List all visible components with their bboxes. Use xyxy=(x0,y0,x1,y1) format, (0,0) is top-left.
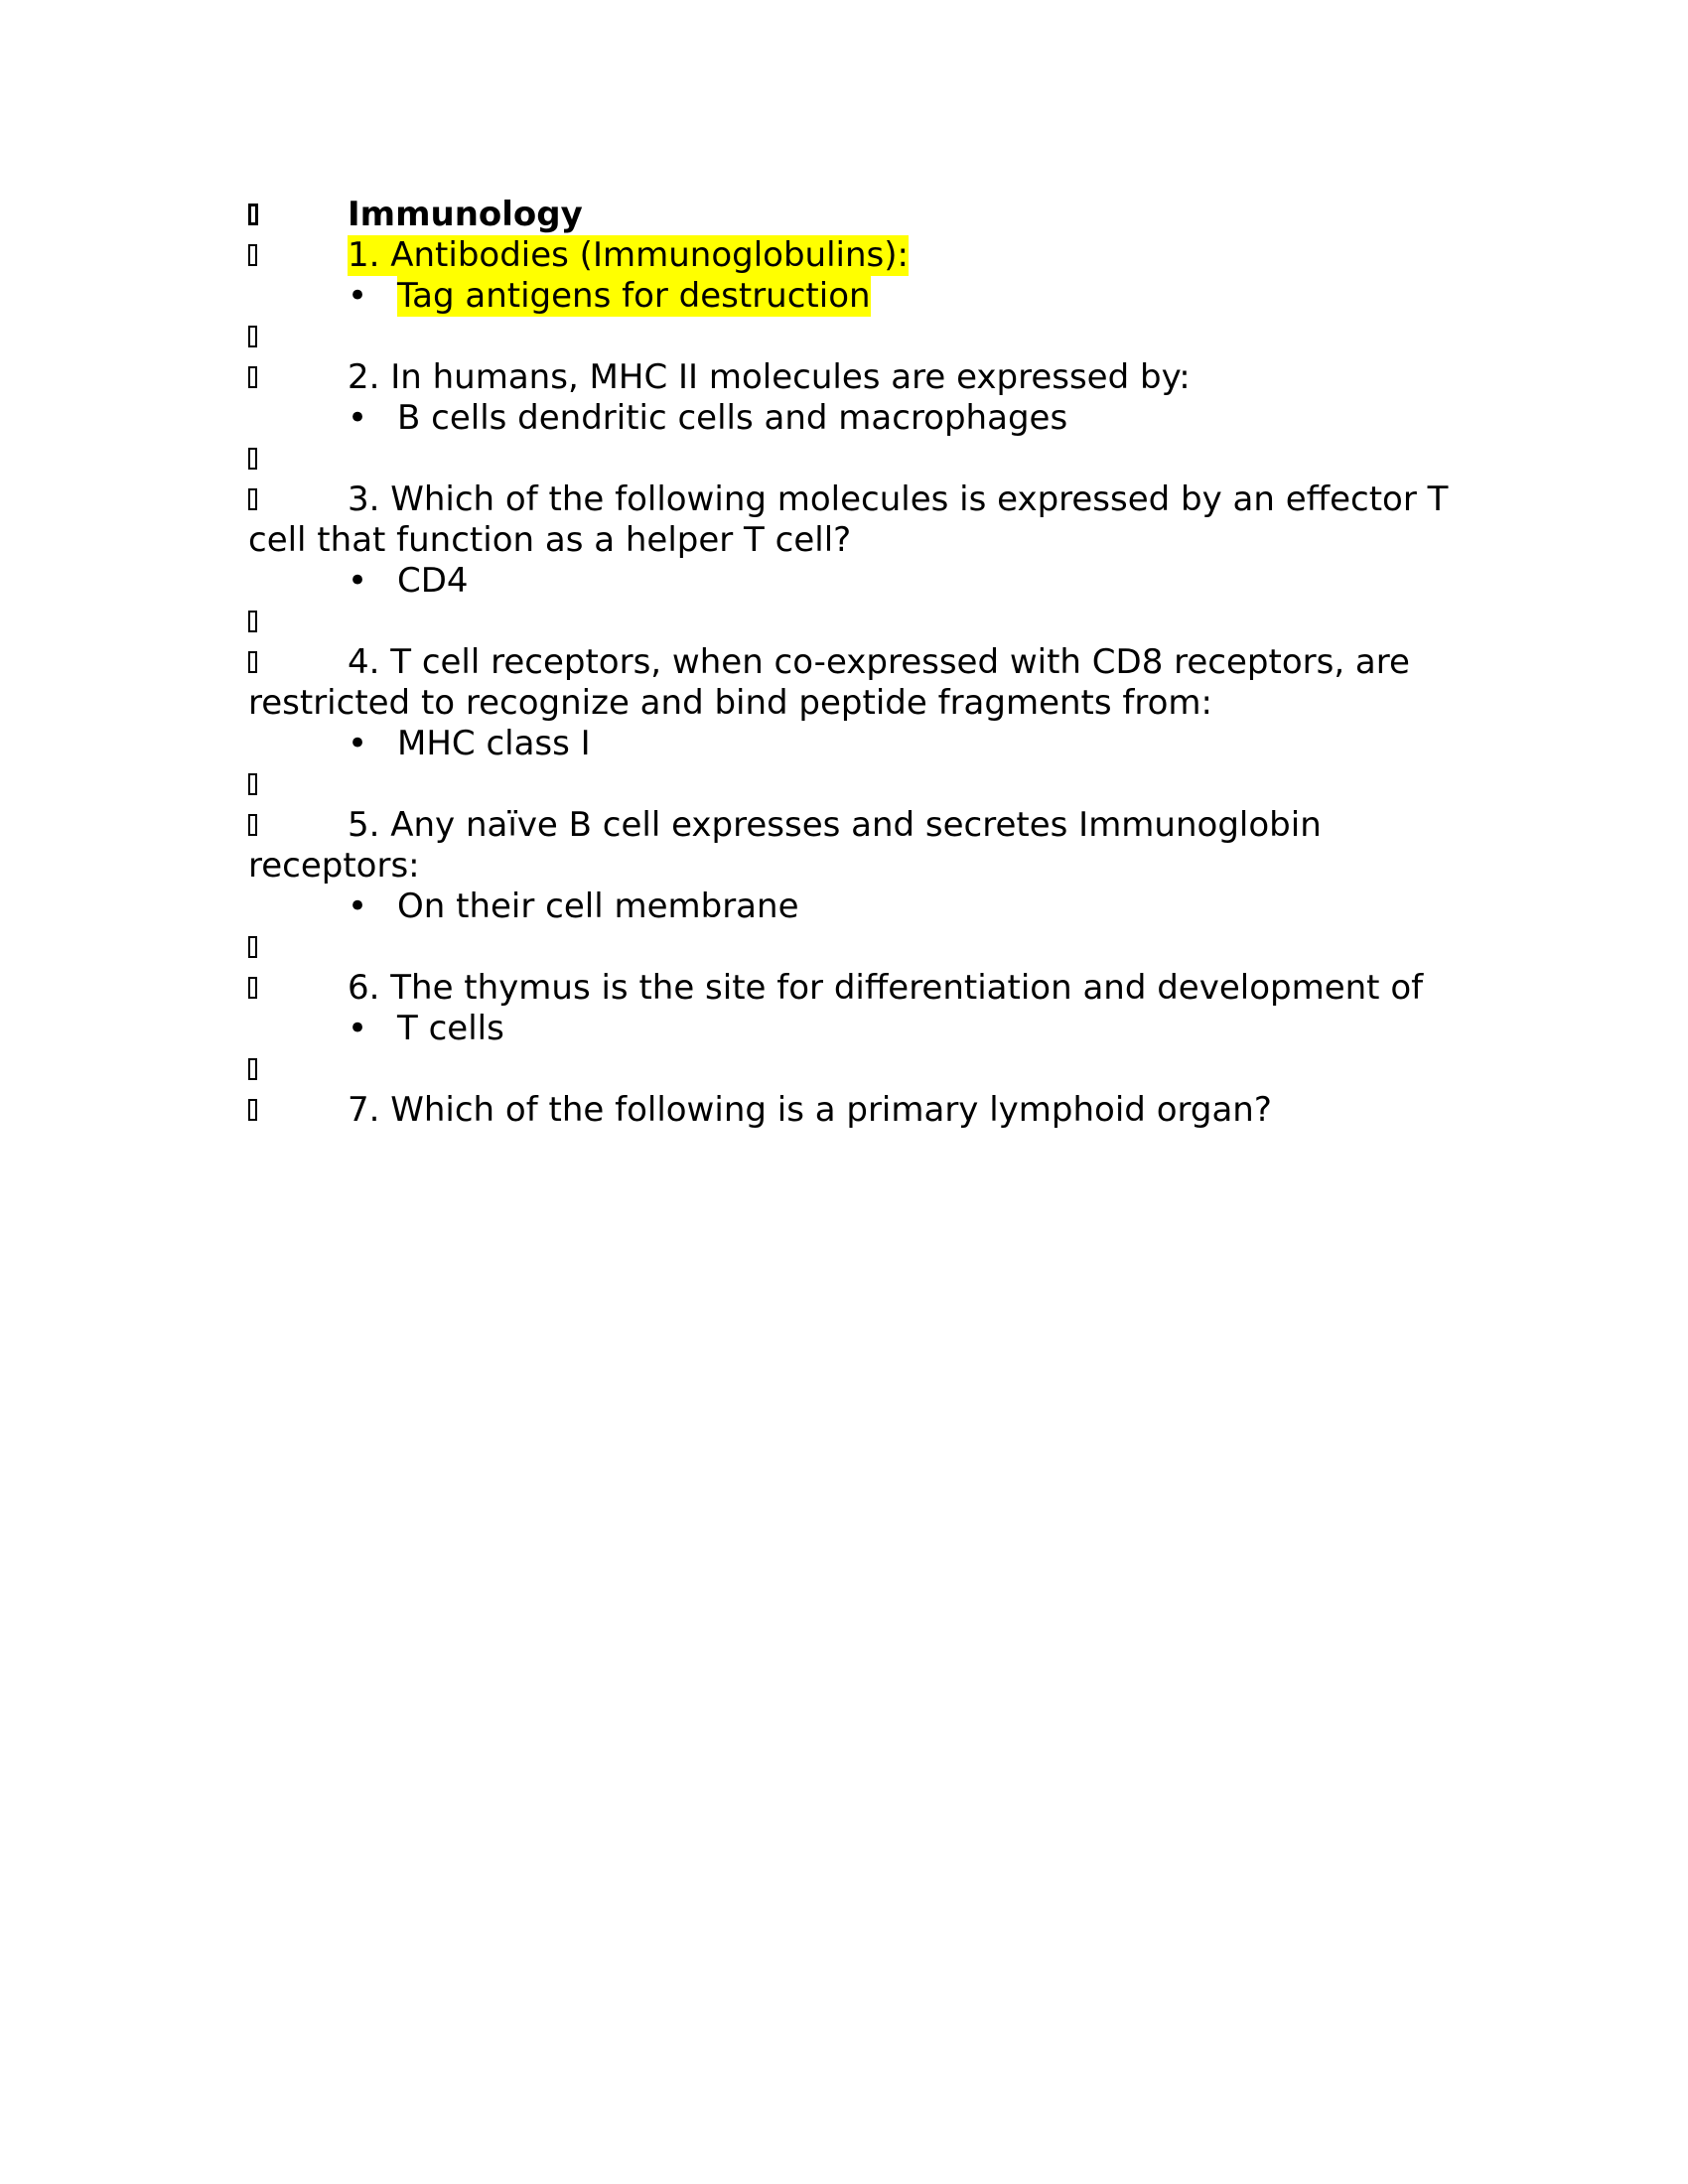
question-3-line xyxy=(248,479,1449,520)
empty-box-glyph-icon xyxy=(248,326,257,347)
document-body xyxy=(248,195,1449,1131)
document-title: Immunology xyxy=(348,195,583,234)
answer-2-line xyxy=(248,398,1440,439)
question-6-line xyxy=(248,968,1440,1009)
empty-box-glyph-icon xyxy=(248,611,257,632)
empty-box-glyph-icon xyxy=(248,1099,257,1121)
empty-box-glyph-icon xyxy=(248,651,257,673)
answer-2: B cells dendritic cells and macrophages xyxy=(397,398,1068,438)
question-2-line xyxy=(248,357,1440,398)
bullet-icon: • xyxy=(348,398,368,438)
empty-box-glyph-icon xyxy=(248,244,257,266)
blank-line xyxy=(248,317,1440,357)
question-1: 1. Antibodies (Immunoglobulins): xyxy=(348,235,909,275)
bullet-icon: • xyxy=(348,561,368,601)
question-5-continuation xyxy=(248,846,1440,887)
empty-box-glyph-icon xyxy=(248,1058,257,1080)
question-5-part-2: receptors: xyxy=(248,846,420,886)
answer-4: MHC class I xyxy=(397,724,591,763)
bullet-icon: • xyxy=(348,724,368,763)
question-2: 2. In humans, MHC II molecules are expressed by: xyxy=(348,357,1191,397)
bullet-icon: • xyxy=(348,887,368,926)
question-5-line xyxy=(248,805,1440,846)
answer-3: CD4 xyxy=(397,561,469,601)
question-4-line xyxy=(248,642,1440,683)
question-4-part-1: 4. T cell receptors, when co-expressed with CD8 receptors, are xyxy=(348,642,1410,682)
blank-line xyxy=(248,927,1440,968)
empty-box-glyph-icon xyxy=(248,814,257,836)
question-7: 7. Which of the following is a primary lymphoid organ? xyxy=(348,1090,1272,1130)
empty-box-glyph-icon xyxy=(248,773,257,795)
answer-6: T cells xyxy=(397,1009,504,1048)
blank-line xyxy=(248,764,1440,805)
answer-3-line xyxy=(248,561,1440,602)
question-5-part-1: 5. Any naïve B cell expresses and secretes Immunoglobin xyxy=(348,805,1322,845)
title-line xyxy=(248,195,1440,235)
empty-box-glyph-icon xyxy=(248,366,257,388)
question-3-part-1: 3. Which of the following molecules is expressed by an effector T xyxy=(348,479,1449,519)
blank-line xyxy=(248,602,1440,642)
question-3-continuation xyxy=(248,520,1440,561)
empty-box-glyph-icon xyxy=(248,448,257,470)
bullet-icon: • xyxy=(348,276,368,316)
answer-5: On their cell membrane xyxy=(397,887,799,926)
empty-box-glyph-icon xyxy=(248,936,257,958)
question-1-line xyxy=(248,235,1440,276)
empty-box-glyph-icon xyxy=(248,977,257,999)
question-4-part-2: restricted to recognize and bind peptide fragments from: xyxy=(248,683,1212,723)
empty-box-glyph-icon xyxy=(248,204,258,225)
question-3-part-2: cell that function as a helper T cell? xyxy=(248,520,852,560)
answer-1-line xyxy=(248,276,1440,317)
answer-1: Tag antigens for destruction xyxy=(397,276,871,316)
answer-6-line xyxy=(248,1009,1440,1049)
question-7-line xyxy=(248,1090,1440,1131)
answer-4-line xyxy=(248,724,1440,764)
empty-box-glyph-icon xyxy=(248,488,257,510)
blank-line xyxy=(248,1049,1440,1090)
answer-5-line xyxy=(248,887,1440,927)
question-6: 6. The thymus is the site for differentiation and development of xyxy=(348,968,1424,1008)
blank-line xyxy=(248,439,1440,479)
bullet-icon: • xyxy=(348,1009,368,1048)
question-4-continuation xyxy=(248,683,1440,724)
